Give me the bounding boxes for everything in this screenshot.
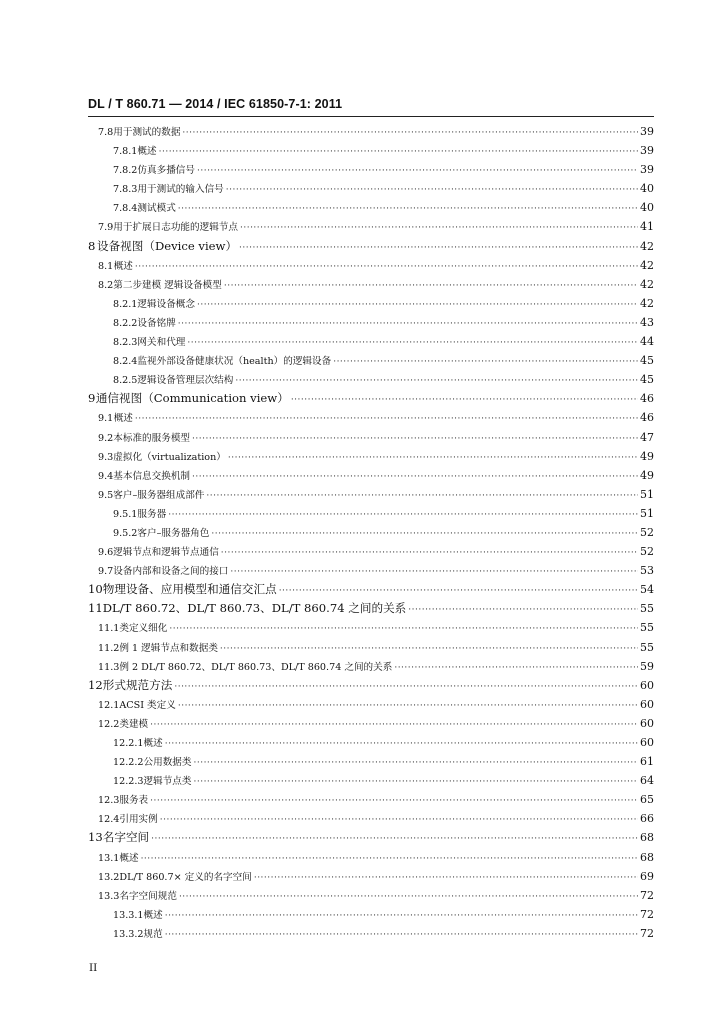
toc-entry-number: 9.5 [98,489,114,501]
toc-entry[interactable] [88,351,654,370]
toc-entry-page: 60 [640,678,654,692]
toc-entry[interactable] [88,179,654,198]
toc-entry-number: 13.3.2 [113,928,144,940]
toc-entry-title: 名字空间规范 [119,890,177,902]
header-divider [88,116,654,117]
toc-entry-number: 12.2.3 [113,776,144,788]
toc-entry-number: 12.2.2 [113,757,144,769]
toc-entry-page: 44 [640,335,654,349]
toc-entry-number: 8.2 [98,279,114,291]
toc-entry-number: 7.9 [98,222,114,234]
toc-entry-number: 9.1 [98,413,114,425]
toc-dot-leader [174,678,638,697]
toc-entry[interactable] [88,790,654,809]
page-number: II [89,962,98,974]
toc-entry-number: 12.2 [98,718,120,730]
toc-dot-leader [193,754,638,773]
toc-dot-leader [178,200,638,219]
toc-entry-page: 55 [640,621,654,635]
toc-entry-page: 72 [640,888,654,902]
toc-entry-number: 8 [88,238,96,253]
toc-entry[interactable] [88,638,654,657]
toc-entry-title: 概述 [113,260,133,272]
toc-dot-leader [135,410,638,429]
toc-entry-title: 例 1 逻辑节点和数据类 [119,642,218,654]
toc-entry-title: 测试模式 [137,203,176,215]
toc-entry-title: ACSI 类定义 [119,699,176,711]
toc-entry[interactable] [88,618,654,637]
toc-dot-leader [197,162,638,181]
toc-dot-leader [151,830,638,849]
toc-entry-title: 逻辑节点和逻辑节点通信 [113,547,219,559]
toc-entry-number: 13.3 [98,890,120,902]
toc-dot-leader [408,601,638,620]
toc-entry-title: 客户–服务器组成部件 [113,489,205,501]
toc-entry-page: 43 [640,315,654,329]
toc-dot-leader [178,697,638,716]
toc-entry-title: 服务器 [137,508,167,520]
toc-entry[interactable] [88,580,654,599]
toc-entry-number: 9.5.1 [113,508,138,520]
toc-entry-page: 42 [640,239,654,253]
toc-dot-leader [179,888,638,907]
toc-entry-title: 概述 [143,738,163,749]
toc-entry[interactable] [88,160,654,179]
toc-entry[interactable] [88,428,654,447]
toc-entry-page: 52 [640,525,654,539]
toc-entry[interactable] [88,408,654,427]
toc-entry[interactable] [88,886,654,905]
toc-entry[interactable] [88,809,654,828]
toc-entry-number: 13 [88,830,103,845]
toc-entry-page: 65 [640,793,654,807]
toc-entry-title: 引用实例 [119,814,158,826]
toc-entry-page: 61 [640,755,654,769]
toc-entry-number: 8.2.2 [113,317,138,329]
toc-entry-page: 68 [640,831,654,845]
toc-entry[interactable] [88,466,654,485]
toc-entry-title: 概述 [137,146,157,158]
toc-entry-title: 逻辑节点类 [143,776,192,788]
toc-entry-number: 11.2 [98,642,120,654]
toc-dot-leader [206,487,638,506]
toc-entry-title: 设备铭牌 [137,317,176,329]
toc-entry-page: 72 [640,907,654,921]
toc-entry-number: 13.1 [98,852,120,864]
toc-entry-number: 10 [88,582,103,597]
toc-entry-page: 39 [640,125,654,138]
toc-entry-number: 7.8.2 [113,165,138,177]
toc-entry[interactable] [88,256,654,275]
toc-entry-page: 40 [640,182,654,196]
toc-entry-number: 13.2 [98,871,120,883]
toc-entry[interactable] [88,752,654,771]
toc-entry-number: 9.3 [98,451,114,463]
toc-entry-page: 42 [640,277,654,291]
toc-dot-leader [211,525,638,544]
toc-entry-page: 49 [640,449,654,463]
toc-entry-title: 例 2 DL/T 860.72、DL/T 860.73、DL/T 860.74 之间的关系 [119,661,393,673]
toc-entry-title: 客户–服务器角色 [137,527,210,539]
toc-dot-leader [150,792,638,811]
toc-entry-page: 60 [640,716,654,730]
toc-entry-title: 逻辑设备概念 [137,298,195,310]
toc-entry-title: 概述 [119,852,139,864]
toc-dot-leader [187,334,638,353]
toc-entry-title: 类定义细化 [119,623,168,635]
toc-dot-leader [239,239,638,258]
toc-entry-title: 名字空间 [102,830,150,845]
toc-entry-title: 规范 [143,928,163,940]
toc-dot-leader [169,620,638,639]
toc-entry-page: 42 [640,296,654,310]
toc-entry-title: 本标准的服务模型 [113,432,191,444]
toc-dot-leader [150,716,638,735]
toc-entry[interactable] [88,924,654,943]
toc-entry-number: 11.3 [98,661,120,673]
toc-entry-title: 监视外部设备健康状况（health）的逻辑设备 [137,356,332,368]
toc-entry-page: 45 [640,373,654,387]
toc-entry-title: 通信视图（Communication view） [95,391,289,406]
toc-dot-leader [165,735,638,754]
toc-entry-page: 42 [640,258,654,272]
toc-entry-number: 8.1 [98,260,114,272]
toc-entry-page: 66 [640,812,654,826]
toc-entry-title: 设备内部和设备之间的接口 [113,566,229,578]
toc-entry-number: 12 [88,677,103,692]
toc-entry-title: 服务表 [119,795,149,807]
toc-entry-number: 9.4 [98,470,114,482]
toc-entry-page: 40 [640,201,654,215]
toc-entry-number: 8.2.4 [113,356,138,368]
toc-entry-title: 类建模 [119,718,149,730]
toc-dot-leader [254,869,638,888]
toc-dot-leader [221,544,638,563]
toc-entry-title: DL/T 860.72、DL/T 860.73、DL/T 860.74 之间的关系 [102,601,407,616]
toc-dot-leader [193,773,638,792]
toc-dot-leader [197,296,638,315]
toc-entry-page: 60 [640,736,654,749]
toc-entry-page: 51 [640,487,654,501]
toc-entry-page: 41 [640,220,654,234]
toc-entry[interactable] [88,676,654,695]
toc-entry-title: 公用数据类 [143,757,192,769]
toc-entry-page: 72 [640,926,654,940]
toc-entry[interactable] [88,657,654,676]
toc-dot-leader [192,468,638,487]
toc-dot-leader [220,640,638,659]
toc-entry-page: 53 [640,564,654,578]
document-header: DL / T 860.71 — 2014 / IEC 61850-7-1: 2011 [88,97,343,111]
toc-dot-leader [168,506,638,525]
toc-entry-title: 逻辑设备管理层次结构 [137,375,234,387]
toc-entry-number: 9.5.2 [113,527,138,539]
toc-entry-title: 用于扩展日志功能的逻辑节点 [113,222,238,234]
toc-entry-number: 9 [88,391,96,406]
toc-entry[interactable] [88,370,654,389]
toc-entry-number: 7.8 [98,127,114,138]
toc-entry[interactable] [88,695,654,714]
toc-entry-page: 39 [640,163,654,177]
toc-entry-title: 设备视图（Device view） [96,238,238,253]
toc-entry-page: 47 [640,430,654,444]
toc-entry-title: 用于测试的输入信号 [137,184,224,196]
toc-entry-number: 7.8.3 [113,184,138,196]
toc-entry-number: 9.2 [98,432,114,444]
toc-entry-title: 概述 [143,909,163,921]
table-of-contents [88,122,654,943]
toc-entry[interactable] [88,561,654,580]
toc-entry-number: 12.2.1 [113,738,144,749]
toc-dot-leader [141,850,638,869]
toc-dot-leader [160,811,638,830]
toc-entry-title: 网关和代理 [137,337,186,349]
toc-entry-page: 52 [640,545,654,559]
toc-dot-leader [230,563,638,582]
toc-entry[interactable] [88,332,654,351]
toc-entry-title: 虚拟化（virtualization） [113,451,226,463]
toc-dot-leader [178,315,638,334]
toc-entry[interactable] [88,828,654,847]
toc-dot-leader [235,372,638,391]
toc-entry-number: 7.8.4 [113,203,138,215]
toc-entry-number: 13.3.1 [113,909,144,921]
toc-entry-page: 60 [640,697,654,711]
toc-entry-title: 概述 [113,413,133,425]
toc-dot-leader [192,430,638,449]
toc-dot-leader [240,219,638,238]
toc-entry[interactable] [88,733,654,752]
toc-entry-title: 第二步建模 逻辑设备模型 [113,279,222,291]
toc-entry-number: 11.1 [98,623,120,635]
toc-entry[interactable] [88,275,654,294]
toc-entry-number: 7.8.1 [113,146,138,158]
toc-dot-leader [165,926,638,945]
toc-entry[interactable] [88,848,654,867]
toc-entry[interactable] [88,294,654,313]
toc-dot-leader [159,143,638,162]
toc-entry-page: 46 [640,392,654,406]
toc-entry[interactable] [88,867,654,886]
toc-entry-page: 55 [640,602,654,616]
toc-entry-number: 8.2.1 [113,298,138,310]
toc-entry-page: 55 [640,640,654,654]
toc-entry[interactable] [88,389,654,408]
toc-entry-page: 51 [640,506,654,520]
toc-entry-number: 8.2.5 [113,375,138,387]
toc-entry-page: 69 [640,869,654,883]
toc-entry-title: 物理设备、应用模型和通信交汇点 [102,582,277,597]
toc-entry[interactable] [88,141,654,160]
toc-entry[interactable] [88,122,654,141]
toc-entry-number: 8.2.3 [113,337,138,349]
toc-entry[interactable] [88,542,654,561]
toc-entry[interactable] [88,237,654,256]
toc-entry-page: 64 [640,774,654,788]
toc-entry-title: 仿真多播信号 [137,165,195,177]
toc-entry[interactable] [88,447,654,466]
toc-entry[interactable] [88,485,654,504]
toc-entry[interactable] [88,771,654,790]
toc-entry-page: 45 [640,354,654,368]
toc-dot-leader [291,391,638,410]
toc-entry-number: 12.4 [98,814,120,826]
toc-entry[interactable] [88,198,654,217]
toc-entry[interactable] [88,905,654,924]
toc-entry-page: 39 [640,144,654,158]
toc-entry-title: 用于测试的数据 [113,127,181,138]
toc-dot-leader [165,907,638,926]
toc-entry-number: 11 [88,601,103,616]
toc-entry[interactable] [88,313,654,332]
toc-dot-leader [182,124,638,143]
toc-entry-number: 9.7 [98,566,114,578]
toc-entry[interactable] [88,523,654,542]
toc-entry[interactable] [88,714,654,733]
toc-dot-leader [226,181,638,200]
toc-entry-page: 68 [640,850,654,864]
toc-dot-leader [333,353,638,372]
toc-entry[interactable] [88,504,654,523]
toc-dot-leader [228,449,638,468]
toc-entry-title: DL/T 860.7× 定义的名字空间 [119,871,252,883]
toc-entry-page: 46 [640,411,654,425]
toc-entry-page: 49 [640,468,654,482]
toc-entry-number: 12.1 [98,699,120,711]
toc-entry[interactable] [88,599,654,618]
toc-dot-leader [135,258,638,277]
toc-entry-page: 59 [640,659,654,673]
toc-entry-number: 12.3 [98,795,120,807]
toc-entry-title: 基本信息交换机制 [113,470,191,482]
toc-entry-page: 54 [640,583,654,597]
toc-entry-number: 9.6 [98,547,114,559]
toc-entry-title: 形式规范方法 [102,677,173,692]
toc-entry[interactable] [88,217,654,236]
toc-dot-leader [394,659,638,678]
toc-dot-leader [224,277,638,296]
